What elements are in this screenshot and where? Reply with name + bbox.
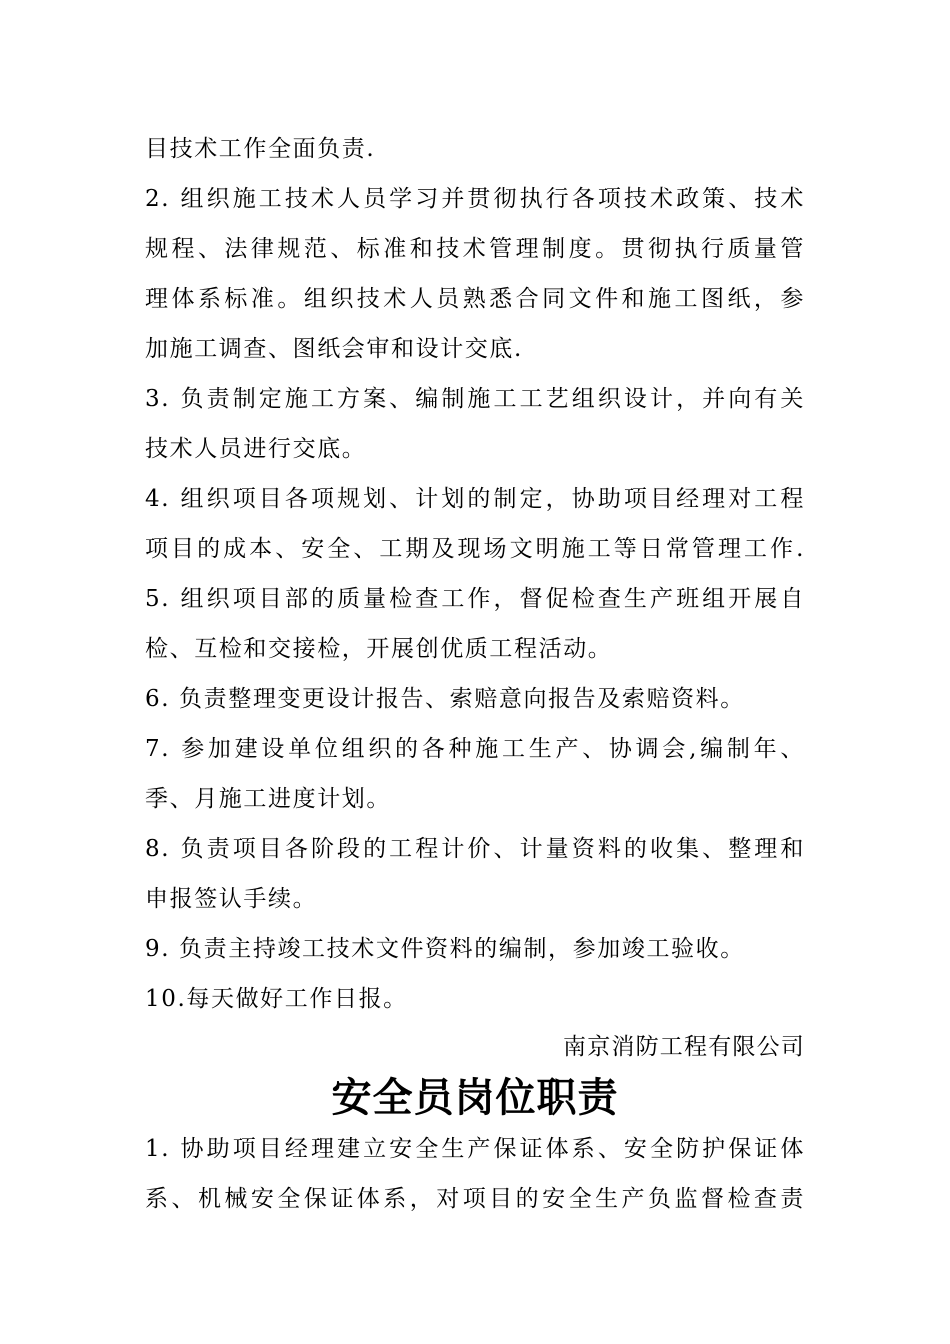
text-line-7: 技术人员进行交底。 (145, 436, 367, 462)
text-line-13: 7. 参加建设单位组织的各种施工生产、协调会,编制年、 (145, 736, 805, 762)
text-line-10: 5. 组织项目部的质量检查工作，督促检查生产班组开展自 (145, 586, 805, 612)
text-line-6: 3. 负责制定施工方案、编制施工工艺组织设计，并向有关 (145, 386, 805, 412)
text-line-4: 理体系标准。组织技术人员熟悉合同文件和施工图纸，参 (145, 286, 805, 312)
text-line-15: 8. 负责项目各阶段的工程计价、计量资料的收集、整理和 (145, 836, 805, 862)
text-line-11: 检、互检和交接检，开展创优质工程活动。 (145, 636, 613, 662)
text-line-16: 申报签认手续。 (145, 886, 318, 912)
text-line-18: 10.每天做好工作日报。 (145, 986, 408, 1012)
text-line-17: 9. 负责主持竣工技术文件资料的编制，参加竣工验收。 (145, 936, 745, 962)
text-line-19: 1. 协助项目经理建立安全生产保证体系、安全防护保证体 (145, 1136, 805, 1162)
text-line-1: 目技术工作全面负责. (145, 136, 376, 162)
section-heading: 安全员岗位职责 (331, 1074, 619, 1121)
text-line-20: 系、机械安全保证体系，对项目的安全生产负监督检查责 (145, 1186, 805, 1212)
text-line-9: 项目的成本、安全、工期及现场文明施工等日常管理工作. (145, 536, 805, 562)
text-line-2: 2. 组织施工技术人员学习并贯彻执行各项技术政策、技术 (145, 186, 805, 212)
text-line-5: 加施工调查、图纸会审和设计交底. (145, 336, 523, 362)
company-signature: 南京消防工程有限公司 (563, 1034, 805, 1060)
text-line-3: 规程、法律规范、标准和技术管理制度。贯彻执行质量管 (145, 236, 805, 262)
text-line-8: 4. 组织项目各项规划、计划的制定，协助项目经理对工程 (145, 486, 805, 512)
text-line-14: 季、月施工进度计划。 (145, 786, 391, 812)
text-line-12: 6. 负责整理变更设计报告、索赔意向报告及索赔资料。 (145, 686, 745, 712)
